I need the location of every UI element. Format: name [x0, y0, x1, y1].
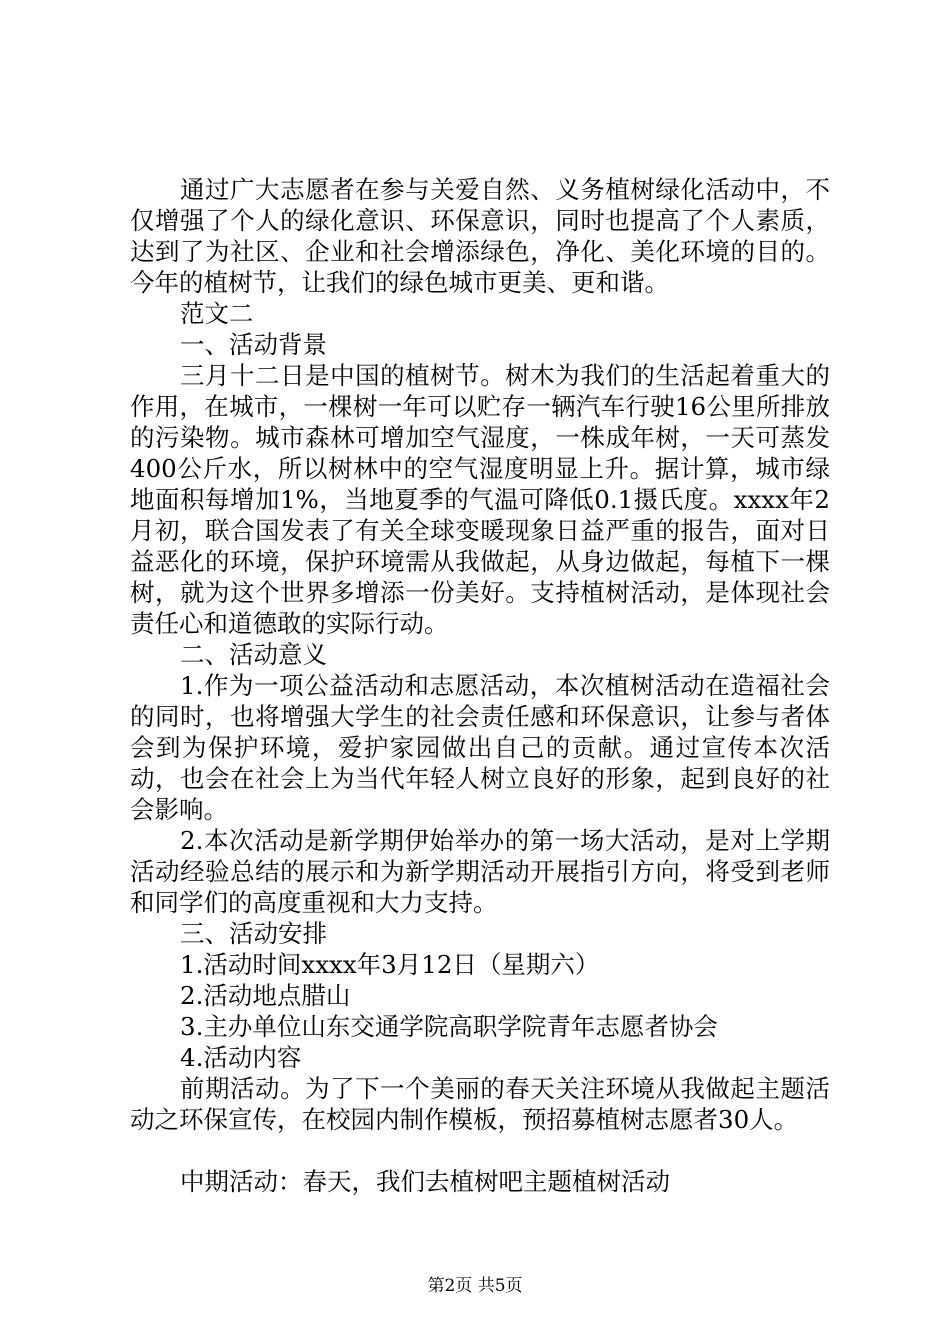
paragraph-background: 三月十二日是中国的植树节。树木为我们的生活起着重大的作用，在城市，一棵树一年可以贮存一辆汽车行驶16公里所排放的污染物。城市森林可增加空气湿度，一株成年树，一天可蒸发400公斤水，所以树林中的空气湿度明显上升。据计算，城市绿地面积每增加1%，当地夏季的气温可降低0.1摄氏度。xxxx年2月初，联合国发表了有关全球变暖现象日益严重的报告，面对日益恶化的环境，保护环境需从我做起，从身边做起，每植下一棵树，就为这个世界多增添一份美好。支持植树活动，是体现社会责任心和道德敢的实际行动。 [130, 361, 830, 638]
heading-background: 一、活动背景 [180, 330, 327, 359]
document-body [130, 174, 830, 1197]
paragraph-significance-1: 1.作为一项公益活动和志愿活动，本次植树活动在造福社会的同时，也将增强大学生的社会责任感和环保意识，让参与者体会到为保护环境，爱护家园做出自己的贡献。通过宣传本次活动，也会在社会上为当代年轻人树立良好的形象，起到良好的社会影响。 [130, 671, 830, 824]
page-number-footer: 第2页 共5页 [427, 1276, 523, 1296]
paragraph-significance-2: 2.本次活动是新学期伊始举办的第一场大活动，是对上学期活动经验总结的展示和为新学期活动开展指引方向，将受到老师和同学们的高度重视和大力支持。 [130, 826, 830, 917]
heading-arrangement: 三、活动安排 [180, 919, 327, 948]
paragraph-intro: 通过广大志愿者在参与关爱自然、义务植树绿化活动中，不仅增强了个人的绿化意识、环保意识，同时也提高了个人素质，达到了为社区、企业和社会增添绿色，净化、美化环境的目的。今年的植树节，让我们的绿色城市更美、更和谐。 [130, 175, 830, 297]
arrangement-location: 2.活动地点腊山 [180, 981, 351, 1010]
paragraph-mid-activity: 中期活动：春天，我们去植树吧主题植树活动 [180, 1167, 670, 1196]
arrangement-content: 4.活动内容 [180, 1043, 302, 1072]
heading-significance: 二、活动意义 [180, 640, 327, 669]
paragraph-early-activity: 前期活动。为了下一个美丽的春天关注环境从我做起主题活动之环保宣传，在校园内制作模板，预招募植树志愿者30人。 [130, 1074, 830, 1134]
arrangement-organizer: 3.主办单位山东交通学院高职学院青年志愿者协会 [180, 1012, 718, 1041]
arrangement-time: 1.活动时间xxxx年3月12日（星期六） [180, 950, 600, 979]
section-title-sample-two: 范文二 [180, 299, 254, 328]
